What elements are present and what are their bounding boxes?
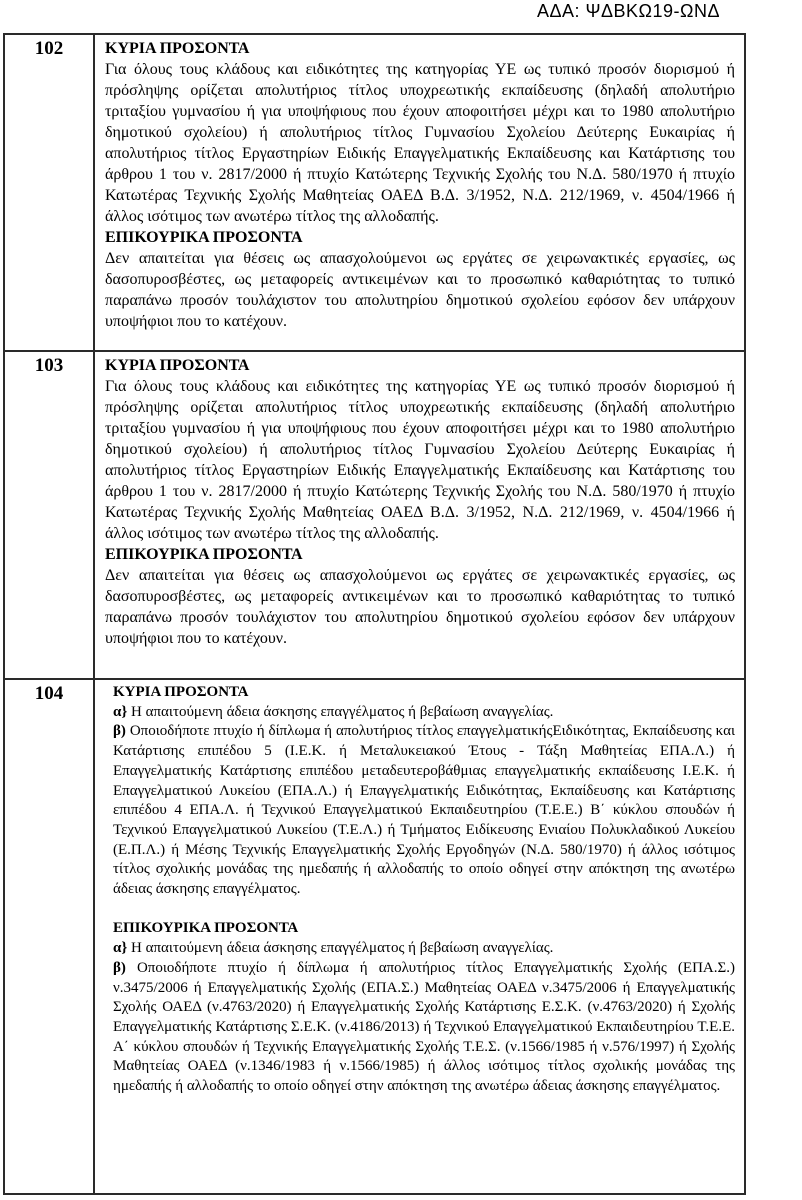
item-text: Η απαιτούμενη άδεια άσκησης επαγγέλματος ή βεβαίωση αναγγελίας.: [127, 940, 554, 957]
section-heading-main-qualifications: ΚΥΡΙΑ ΠΡΟΣΟΝΤΑ: [105, 357, 250, 374]
item-marker: α}: [113, 703, 128, 720]
row-number: 103: [5, 352, 95, 678]
paragraph: Δεν απαιτείται για θέσεις ως απασχολούμενοι ως εργάτες σε χειρωνακτικές εργασίες, ως δασοπυροσβέστες, ως μεταφορείς αντικειμένων και το προσωπικό καθαριότητας το τυπικό παραπάνω προσόν τουλάχιστον του απολυτηρίου δημοτικού σχολείου εφόσον δεν υπάρχουν υποψήφιοι που το κατέχουν.: [105, 567, 735, 647]
item-text: Οποιοδήποτε πτυχίο ή δίπλωμα ή απολυτήριος τίτλος Επαγγελματικής Σχολής (ΕΠΑ.Σ.) ν.3475/2006 ή Επαγγελματικής Σχολής (ΕΠΑ.Σ.) Μαθητείας ΟΑΕΔ ν.3475/2006 ή Επαγγελματικής Σχολής ΟΑΕΔ (ν.4763/2020) ή Επαγγελματικής Σχολής Κατάρτισης Ε.Σ.Κ. (ν.4763/2020) ή Σχολής Επαγγελματικής Κατάρτισης Σ.Ε.Κ. (ν.4186/2013) ή Τεχνικού Επαγγελματικού Εκπαιδευτηρίου Τ.Ε.Ε. Α΄ κύκλου σπουδών ή Τεχνικής Επαγγελματικής Σχολής Τ.Ε.Σ. (ν.1566/1985 ή ν.576/1997) ή Σχολής Μαθητείας ΟΑΕΔ (ν.1346/1983 ή ν.1566/1985) ή άλλος ισότιμος τίτλος σχολικής μονάδας της ημεδαπής ή αλλοδαπής το οποίο οδηγεί στην απόκτηση της ανωτέρω άδειας άσκησης επαγγέλματος.: [113, 959, 735, 1095]
row-content: [95, 680, 744, 1193]
qualifications-table: [3, 33, 746, 1195]
table-row: [5, 680, 744, 1193]
item-marker: β): [113, 723, 126, 740]
item-marker: α}: [113, 940, 128, 957]
item-text: Οποιοδήποτε πτυχίο ή δίπλωμα ή απολυτήριος τίτλος επαγγελματικήςΕιδικότητας, Εκπαίδευσης και Κατάρτισης επιπέδου 5 (Ι.Ε.Κ. ή Μεταλυκειακού Έτους - Τάξη Μαθητείας ΕΠΑ.Λ.) ή Επαγγελματικής Κατάρτισης επιπέδου μεταδευτεροβάθμιας επαγγελματικής εκπαίδευσης Ι.Ε.Κ. ή Επαγγελματικού Λυκείου (ΕΠΑ.Λ.) ή Επαγγελματικής Ειδικότητας, Εκπαίδευσης και Κατάρτισης επιπέδου 4 ΕΠΑ.Λ. ή Τεχνικού Επαγγελματικού Εκπαιδευτηρίου (Τ.Ε.Ε.) Β΄ κύκλου σπουδών ή Τεχνικού Επαγγελματικού Λυκείου (Τ.Ε.Λ.) ή Τμήματος Ειδίκευσης Ενιαίου Πολυκλαδικού Λυκείου (Ε.Π.Λ.) ή Μέσης Τεχνικής Επαγγελματικής Σχολής Εργοδηγών (Ν.Δ. 580/1970) ή άλλος ισότιμος τίτλος σχολικής μονάδας της ημεδαπής ή αλλοδαπής το οποίο οδηγεί στην απόκτηση της ανωτέρω άδειας άσκησης επαγγέλματος.: [113, 723, 735, 898]
row-number: 102: [5, 35, 95, 350]
section-heading-auxiliary-qualifications: ΕΠΙΚΟΥΡΙΚΑ ΠΡΟΣΟΝΤΑ: [105, 229, 303, 246]
row-number: 104: [5, 680, 95, 1193]
paragraph: Δεν απαιτείται για θέσεις ως απασχολούμενοι ως εργάτες σε χειρωνακτικές εργασίες, ως δασοπυροσβέστες, ως μεταφορείς αντικειμένων και το προσωπικό καθαριότητας το τυπικό παραπάνω προσόν τουλάχιστον του απολυτηρίου δημοτικού σχολείου εφόσον δεν υπάρχουν υποψήφιοι που το κατέχουν.: [105, 250, 735, 330]
item-text: Η απαιτούμενη άδεια άσκησης επαγγέλματος ή βεβαίωση αναγγελίας.: [127, 703, 554, 720]
section-heading-main-qualifications: ΚΥΡΙΑ ΠΡΟΣΟΝΤΑ: [105, 40, 250, 57]
section-heading-auxiliary-qualifications: ΕΠΙΚΟΥΡΙΚΑ ΠΡΟΣΟΝΤΑ: [105, 546, 303, 563]
ada-reference: ΑΔΑ: ΨΔΒΚΩ19-ΩΝΔ: [536, 1, 720, 21]
paragraph-item-b: [113, 959, 735, 1097]
row-content: [95, 352, 744, 678]
paragraph: Για όλους τους κλάδους και ειδικότητες της κατηγορίας ΥΕ ως τυπικό προσόν διορισμού ή πρόσληψης ορίζεται απολυτήριος τίτλος υποχρεωτικής εκπαίδευσης (δηλαδή απολυτήριο τριταξίου γυμνασίου ή για υποψήφιους που έχουν αποφοιτήσει μέχρι και το 1980 απολυτήριο δημοτικού σχολείου) ή απολυτήριος τίτλος Γυμνασίου Σχολείου Δεύτερης Ευκαιρίας ή απολυτήριος τίτλος Εργαστηρίων Ειδικής Επαγγελματικής Εκπαίδευσης και Κατάρτισης του άρθρου 1 του ν. 2817/2000 ή πτυχίο Κατώτερης Τεχνικής Σχολής του Ν.Δ. 580/1970 ή πτυχίο Κατωτέρας Τεχνικής Σχολής Μαθητείας ΟΑΕΔ Β.Δ. 3/1952, Ν.Δ. 212/1969, ν. 4504/1966 ή άλλος ισότιμος των ανωτέρω τίτλος της αλλοδαπής.: [105, 61, 735, 225]
paragraph-item-a: [113, 703, 735, 723]
table-row: [5, 352, 744, 680]
section-heading-auxiliary-qualifications: ΕΠΙΚΟΥΡΙΚΑ ΠΡΟΣΟΝΤΑ: [113, 920, 299, 937]
item-marker: β): [113, 959, 126, 976]
section-heading-main-qualifications: ΚΥΡΙΑ ΠΡΟΣΟΝΤΑ: [113, 684, 249, 700]
paragraph-item-a: [113, 939, 735, 959]
row-content: [95, 35, 744, 350]
paragraph-item-b: [113, 722, 735, 899]
paragraph: Για όλους τους κλάδους και ειδικότητες της κατηγορίας ΥΕ ως τυπικό προσόν διορισμού ή πρόσληψης ορίζεται απολυτήριος τίτλος υποχρεωτικής εκπαίδευσης (δηλαδή απολυτήριο τριταξίου γυμνασίου ή για υποψήφιους που έχουν αποφοιτήσει μέχρι και το 1980 απολυτήριο δημοτικού σχολείου) ή απολυτήριος τίτλος Γυμνασίου Σχολείου Δεύτερης Ευκαιρίας ή απολυτήριος τίτλος Εργαστηρίων Ειδικής Επαγγελματικής Εκπαίδευσης και Κατάρτισης του άρθρου 1 του ν. 2817/2000 ή πτυχίο Κατώτερης Τεχνικής Σχολής του Ν.Δ. 580/1970 ή πτυχίο Κατωτέρας Τεχνικής Σχολής Μαθητείας ΟΑΕΔ Β.Δ. 3/1952, Ν.Δ. 212/1969, ν. 4504/1966 ή άλλος ισότιμος των ανωτέρω τίτλος της αλλοδαπής.: [105, 378, 735, 542]
table-row: [5, 35, 744, 352]
